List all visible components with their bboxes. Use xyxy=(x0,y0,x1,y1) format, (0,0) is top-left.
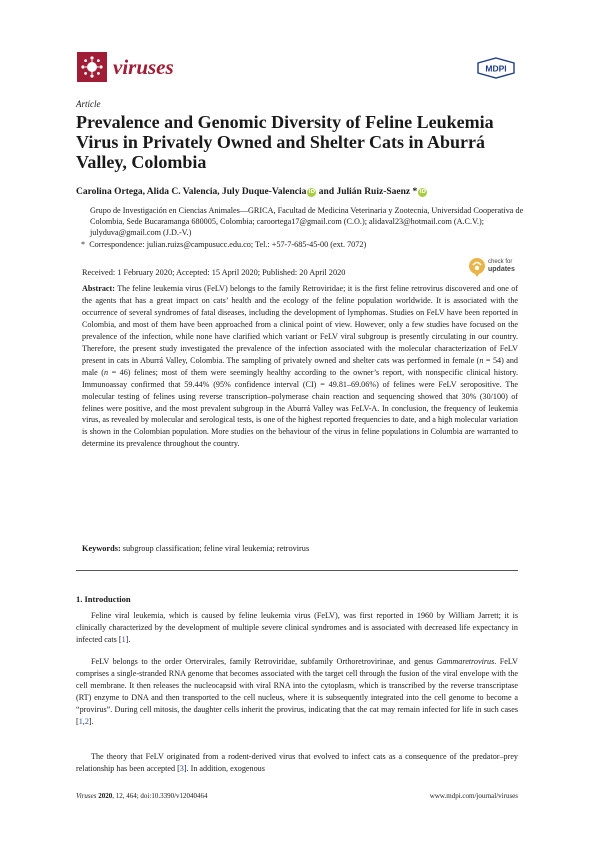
intro-paragraph-2 xyxy=(76,656,518,727)
paragraph-text: FeLV belongs to the order Ortervirales, family Retroviridae, subfamily Orthoretrovirinae, and genus xyxy=(91,657,437,666)
intro-paragraph-1 xyxy=(76,610,518,646)
paragraph-text: Feline viral leukemia, which is caused by feline leukemia virus (FeLV), was first reported in 1960 by William Jarrett; it is clinically characterized by the development of multiple severe clinical syndromes and is associated with decreased life expectancy in infected cats [ xyxy=(76,611,518,644)
paragraph-text: ]. In addition, exogenous xyxy=(183,763,265,773)
check-updates-icon xyxy=(468,257,486,277)
article-title: Prevalence and Genomic Diversity of Feline Leukemia Virus in Privately Owned and Shelter Cats in Aburrá Valley, Colombia xyxy=(76,112,494,172)
section-heading: 1. Introduction xyxy=(76,594,131,604)
abstract-n-symbol: n xyxy=(479,355,484,365)
paragraph-text: ]. xyxy=(88,716,94,726)
publisher-name: MDPI xyxy=(485,63,507,74)
keywords-text: subgroup classification; feline viral leukemia; retrovirus xyxy=(120,544,310,553)
affiliation: Grupo de Investigación en Ciencias Animales—GRICA, Facultad de Medicina Veterinaria y Zootecnia, Universidad Cooperativa de Colombia, Sede Bucaramanga 680005, Colombia; caroortega17@gmail.com (C.O.); alidaval23@hotmail.com (A.C.V.); julyduva@gmail.com (J.D.-V.) xyxy=(90,206,524,237)
citation-footer xyxy=(76,792,208,801)
abstract-n-symbol: n xyxy=(104,367,109,377)
keywords-label: Keywords: xyxy=(82,544,121,553)
check-for-updates-button[interactable] xyxy=(466,256,526,278)
updates-badge-line1: check for xyxy=(488,259,513,265)
virus-logo-icon xyxy=(77,52,107,82)
footer-journal: Viruses xyxy=(76,792,97,800)
abstract-text-1: The feline leukemia virus (FeLV) belongs to the family Retroviridae; it is the first feline retrovirus discovered and one of the agents that has a great impact on cats’ health and the ecology of the feline population worldwide. It is associated with the occurrence of several syndromes of fatal diseases, including the development of lymphomas. Studies on FeLV have been reported in Colombia, and most of them have been approached from a clinical point of view. However, only a few studies have focused on the prevalence of the infection, while none have clarified which variant or FeLV viral subgroup is presently circulating in our country. Therefore, the present study investigated the prevalence of the infection associated with the molecular characterization of FeLV present in cats in Aburrá Valley, Colombia. The sampling of privately owned and shelter cats was performed in female ( xyxy=(82,284,518,365)
footer-doi: , 12, 464; doi:10.3390/v12040464 xyxy=(112,792,208,800)
genus-name: Gammaretrovirus xyxy=(436,657,495,666)
paragraph-text: . FeLV comprises a single-stranded RNA genome that becomes associated with the target cell through the fusion of the viral envelope with the cell membrane. It then releases the nucleocapsid with viral RNA into the cytoplasm, which is transcribed by the reverse transcriptase (RT) enzyme to DNA and then transported to the cell nucleus, where it is subsequently integrated into the cell genome to become a “provirus”. During cell mitosis, the daughter cells inherit the provirus, indicating that the cat may remain infected for life in such cases [ xyxy=(76,657,518,726)
paragraph-text: The theory that FeLV originated from a rodent-derived virus that evolved to infect cats as a consequence of the predator–prey relationship has been accepted [ xyxy=(76,752,518,773)
correspondence-text: Correspondence: julian.ruizs@campusucc.edu.co; Tel.: +57-7-685-45-00 (ext. 7072) xyxy=(89,240,367,249)
mdpi-logo-icon[interactable] xyxy=(476,57,516,79)
orcid-icon[interactable]: iD xyxy=(419,189,426,195)
keywords xyxy=(82,543,309,554)
authors-part-2: and Julián Ruiz-Saenz * xyxy=(316,187,418,197)
article-type: Article xyxy=(76,99,101,109)
journal-url-link[interactable]: www.mdpi.com/journal/viruses xyxy=(429,792,518,800)
correspondence xyxy=(81,239,531,250)
abstract-text-3: = 46) felines; most of them were seemingly healthy according to the owner’s report, with nonspecific clinical history. Immunoassay confirmed that 59.44% (95% confidence interval (CI) = 49.81–69.06%) of felines were FeLV seropositive. The molecular testing of felines using reverse transcription–polymerase chain reaction and sequencing showed that 30% (30/100) of felines were positive, and the most prevalent subgroup in the Aburrá Valley was FeLV-A. In conclusion, the frequency of leukemia virus, as revealed by molecular and serological tests, is one of the highest reported frequencies to date, and a high molecular variation is shown in the Colombian population. More studies on the behaviour of the virus in feline populations in Columbia are warranted to determine its prevalence throughout the country. xyxy=(82,367,518,449)
citation-link[interactable]: 1 xyxy=(121,634,126,644)
citation-link[interactable]: 1 xyxy=(78,716,83,726)
paragraph-text: ]. xyxy=(125,634,131,644)
publication-dates: Received: 1 February 2020; Accepted: 15 April 2020; Published: 20 April 2020 xyxy=(82,268,346,277)
journal-name[interactable]: viruses xyxy=(113,55,174,79)
authors-part-1: Carolina Ortega, Alida C. Valencia, July Duque-Valencia xyxy=(76,187,307,197)
abstract-label: Abstract: xyxy=(82,284,115,293)
abstract xyxy=(82,283,518,450)
citation-separator: , xyxy=(82,716,85,726)
citation-link[interactable]: 3 xyxy=(179,763,184,773)
updates-badge-line2: updates xyxy=(488,266,515,273)
section-divider xyxy=(76,570,518,571)
correspondence-marker: * xyxy=(81,240,86,249)
footer-year: 2020 xyxy=(96,792,113,800)
abstract-text-2: = 54) and male ( xyxy=(82,355,518,377)
intro-paragraph-3 xyxy=(76,751,518,775)
citation-link[interactable]: 2 xyxy=(84,716,89,726)
author-list xyxy=(76,186,536,198)
orcid-icon[interactable]: iD xyxy=(308,189,316,195)
